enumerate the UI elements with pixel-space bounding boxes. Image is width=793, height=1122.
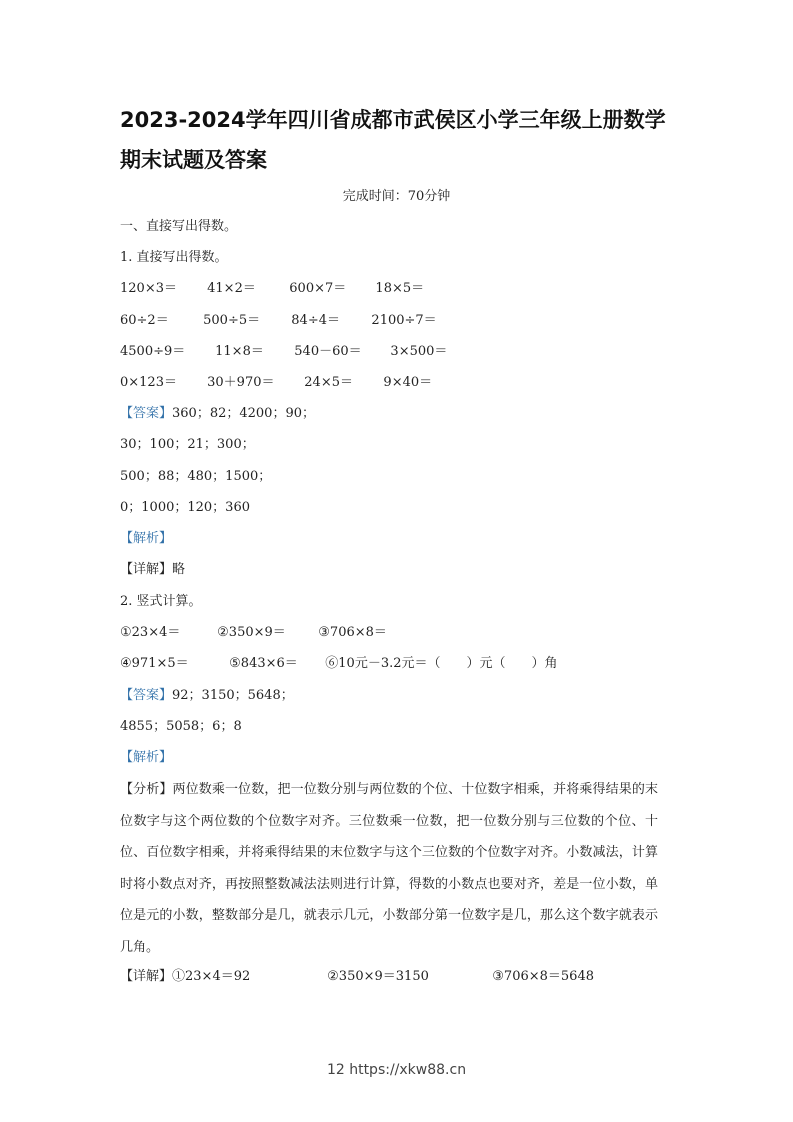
problem: ④971×5＝ — [120, 656, 189, 671]
q1-answer-line-1 — [120, 404, 315, 424]
q2-detail-line — [120, 967, 594, 987]
problem: ⑤843×6＝ — [229, 656, 298, 671]
problem: 500÷5＝ — [203, 313, 261, 328]
q1-answer-line-3: 500；88；480；1500； — [120, 469, 272, 484]
problem: 24×5＝ — [304, 375, 353, 390]
problem: ①23×4＝ — [120, 625, 181, 640]
answer-tag: 【答案】 — [120, 406, 173, 421]
q1-detail: 【详解】略 — [120, 562, 186, 577]
q2-answer-line-1 — [120, 686, 294, 706]
q1-answer-line-2: 30；100；21；300； — [120, 437, 255, 452]
detail-text: ①23×4＝92 — [172, 969, 251, 984]
problem: ③706×8＝ — [318, 625, 387, 640]
detail-item: ②350×9＝3150 — [327, 969, 429, 984]
question-2-heading: 2. 竖式计算。 — [120, 594, 202, 609]
problem: 9×40＝ — [383, 375, 433, 390]
detail-item — [120, 967, 323, 987]
answer-text: 92；3150；5648； — [172, 688, 294, 703]
problem: 18×5＝ — [375, 281, 425, 296]
q2-analysis-paragraph: 【分析】两位数乘一位数，把一位数分别与两位数的个位、十位数字相乘，并将乘得结果的末位数字与这个两位数的个位数字对齐。三位数乘一位数，把一位数分别与三位数的个位、十位、百位数字相乘，并将乘得结果的末位数字与这个三位数的个位数字对齐。小数减法，计算时将小数点对齐，再按照整数减法法则进行计算，得数的小数点也要对齐，差是一位小数，单位是元的小数，整数部分是几，就表示几元，小数部分第一位数字是几，那么这个数字就表示几角。 — [120, 782, 658, 955]
q1-row-1 — [120, 279, 424, 299]
problem: ⑥10元－3.2元＝（ ）元（ ）角 — [325, 656, 558, 671]
problem: 11×8＝ — [215, 344, 264, 359]
problem: 4500÷9＝ — [120, 344, 186, 359]
problem: 3×500＝ — [390, 344, 448, 359]
q1-row-4 — [120, 373, 432, 393]
problem: 41×2＝ — [207, 281, 256, 296]
problem: 2100÷7＝ — [371, 313, 437, 328]
problem: ②350×9＝ — [217, 625, 286, 640]
answer-text: 360；82；4200；90； — [172, 406, 315, 421]
q2-row-1 — [120, 623, 387, 643]
problem: 0×123＝ — [120, 375, 177, 390]
q2-answer-line-2: 4855；5058；6；8 — [120, 719, 242, 734]
q1-row-3 — [120, 342, 447, 362]
section-heading: 一、直接写出得数。 — [120, 219, 238, 234]
question-1-heading: 1. 直接写出得数。 — [120, 250, 228, 265]
q2-row-2 — [120, 654, 558, 674]
q1-analysis-tag: 【解析】 — [120, 531, 173, 546]
q2-analysis-tag: 【解析】 — [120, 750, 173, 765]
problem: 540－60＝ — [294, 344, 362, 359]
answer-tag: 【答案】 — [120, 688, 173, 703]
problem: 600×7＝ — [289, 281, 347, 296]
problem: 30＋970＝ — [207, 375, 275, 390]
detail-tag: 【详解】 — [120, 969, 173, 984]
page-title: 2023-2024学年四川省成都市武侯区小学三年级上册数学期末试题及答案 — [120, 108, 666, 172]
time-note: 完成时间：70分钟 — [342, 189, 451, 204]
detail-item: ③706×8＝5648 — [492, 969, 594, 984]
problem: 60÷2＝ — [120, 313, 169, 328]
problem: 120×3＝ — [120, 281, 177, 296]
page-footer: 12 https://xkw88.cn — [326, 1062, 467, 1078]
problem: 84÷4＝ — [291, 313, 340, 328]
q1-row-2 — [120, 311, 437, 331]
q1-answer-line-4: 0；1000；120；360 — [120, 500, 250, 515]
